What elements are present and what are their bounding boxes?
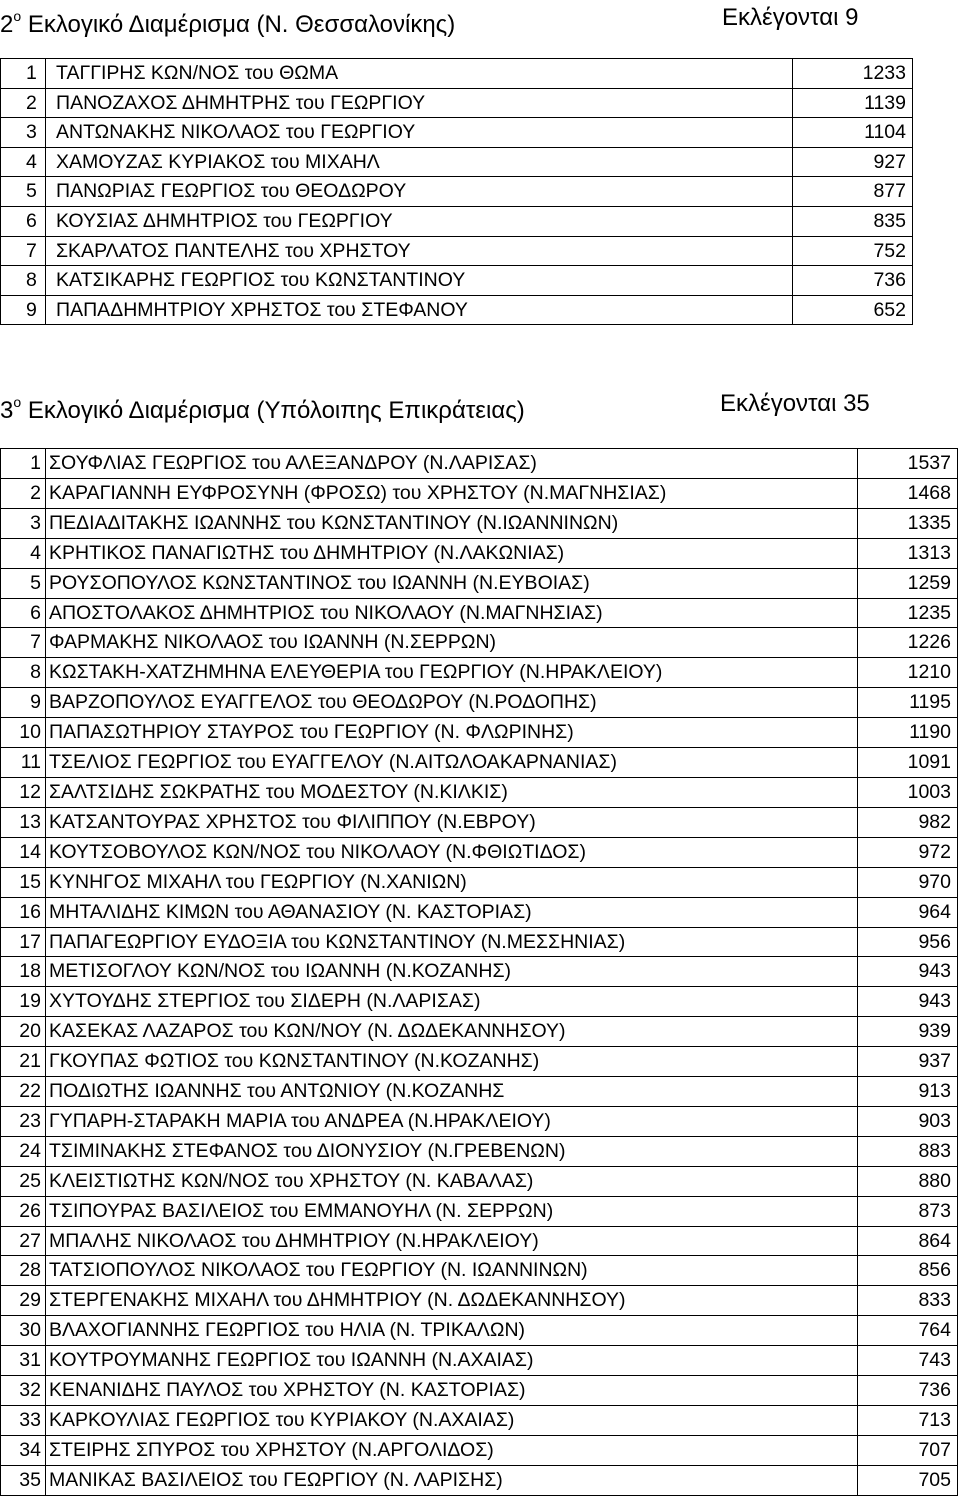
table-row <box>1 1316 958 1346</box>
votes-cell: 970 <box>858 867 958 897</box>
candidate-name-cell: ΠΑΠΑΓΕΩΡΓΙΟΥ ΕΥΔΟΞΙΑ του ΚΩΝΣΤΑΝΤΙΝΟΥ (Ν.ΜΕΣΣΗΝΙΑΣ) <box>46 927 858 957</box>
heading-number: 2 <box>0 11 14 38</box>
votes-cell: 1335 <box>858 508 958 538</box>
votes-cell: 652 <box>793 295 913 325</box>
votes-cell: 856 <box>858 1256 958 1286</box>
candidate-name-cell: ΑΠΟΣΤΟΛΑΚΟΣ ΔΗΜΗΤΡΙΟΣ του ΝΙΚΟΛΑΟΥ (Ν.ΜΑΓΝΗΣΙΑΣ) <box>46 598 858 628</box>
table-row <box>1 266 913 296</box>
votes-cell: 873 <box>858 1196 958 1226</box>
candidate-name-cell: ΠΑΝΟΖΑΧΟΣ ΔΗΜΗΤΡΗΣ του ΓΕΩΡΓΙΟΥ <box>46 88 793 118</box>
table-row <box>1 449 958 479</box>
votes-cell: 1537 <box>858 449 958 479</box>
rank-cell: 2 <box>1 478 46 508</box>
table-row <box>1 1226 958 1256</box>
table-row <box>1 147 913 177</box>
rank-cell: 28 <box>1 1256 46 1286</box>
votes-cell: 1226 <box>858 628 958 658</box>
rank-cell: 31 <box>1 1346 46 1376</box>
rank-cell: 2 <box>1 88 46 118</box>
heading-title: Εκλογικό Διαμέρισμα (Υπόλοιπης Επικράτειας) <box>21 397 525 424</box>
votes-cell: 864 <box>858 1226 958 1256</box>
candidate-name-cell: ΚΟΥΤΡΟΥΜΑΝΗΣ ΓΕΩΡΓΙΟΣ του ΙΩΑΝΝΗ (Ν.ΑΧΑΙΑΣ) <box>46 1346 858 1376</box>
table-row <box>1 927 958 957</box>
table-row <box>1 718 958 748</box>
candidate-name-cell: ΚΑΡΑΓΙΑΝΝΗ ΕΥΦΡΟΣΥΝΗ (ΦΡΟΣΩ) του ΧΡΗΣΤΟΥ (Ν.ΜΑΓΝΗΣΙΑΣ) <box>46 478 858 508</box>
table-row <box>1 206 913 236</box>
votes-cell: 743 <box>858 1346 958 1376</box>
table-row <box>1 1406 958 1436</box>
candidate-name-cell: ΤΑΓΓΙΡΗΣ ΚΩΝ/ΝΟΣ του ΘΩΜΑ <box>46 59 793 89</box>
rank-cell: 17 <box>1 927 46 957</box>
table-row <box>1 177 913 207</box>
candidate-name-cell: ΒΑΡΖΟΠΟΥΛΟΣ ΕΥΑΓΓΕΛΟΣ του ΘΕΟΔΩΡΟΥ (Ν.ΡΟΔΟΠΗΣ) <box>46 688 858 718</box>
table-row <box>1 1047 958 1077</box>
table-row <box>1 295 913 325</box>
candidate-name-cell: ΧΥΤΟΥΔΗΣ ΣΤΕΡΓΙΟΣ του ΣΙΔΕΡΗ (Ν.ΛΑΡΙΣΑΣ) <box>46 987 858 1017</box>
votes-cell: 1139 <box>793 88 913 118</box>
rank-cell: 10 <box>1 718 46 748</box>
votes-cell: 1313 <box>858 538 958 568</box>
candidate-name-cell: ΠΑΠΑΔΗΜΗΤΡΙΟΥ ΧΡΗΣΤΟΣ του ΣΤΕΦΑΝΟΥ <box>46 295 793 325</box>
candidate-name-cell: ΓΥΠΑΡΗ-ΣΤΑΡΑΚΗ ΜΑΡΙΑ του ΑΝΔΡΕΑ (Ν.ΗΡΑΚΛΕΙΟΥ) <box>46 1106 858 1136</box>
rank-cell: 25 <box>1 1166 46 1196</box>
table-row <box>1 987 958 1017</box>
rank-cell: 7 <box>1 628 46 658</box>
rank-cell: 9 <box>1 295 46 325</box>
votes-cell: 943 <box>858 987 958 1017</box>
candidate-name-cell: ΧΑΜΟΥΖΑΣ ΚΥΡΙΑΚΟΣ του ΜΙΧΑΗΛ <box>46 147 793 177</box>
votes-cell: 736 <box>858 1376 958 1406</box>
votes-cell: 877 <box>793 177 913 207</box>
table-row <box>1 1166 958 1196</box>
votes-cell: 1468 <box>858 478 958 508</box>
table-row <box>1 748 958 778</box>
rank-cell: 20 <box>1 1017 46 1047</box>
table-row <box>1 598 958 628</box>
candidate-name-cell: ΚΕΝΑΝΙΔΗΣ ΠΑΥΛΟΣ του ΧΡΗΣΤΟΥ (Ν. ΚΑΣΤΟΡΙΑΣ) <box>46 1376 858 1406</box>
rank-cell: 14 <box>1 837 46 867</box>
candidate-name-cell: ΒΛΑΧΟΓΙΑΝΝΗΣ ΓΕΩΡΓΙΟΣ του ΗΛΙΑ (Ν. ΤΡΙΚΑΛΩΝ) <box>46 1316 858 1346</box>
candidate-name-cell: ΚΟΥΣΙΑΣ ΔΗΜΗΤΡΙΟΣ του ΓΕΩΡΓΙΟΥ <box>46 206 793 236</box>
heading-number: 3 <box>0 397 14 424</box>
rank-cell: 13 <box>1 807 46 837</box>
votes-cell: 927 <box>793 147 913 177</box>
candidate-name-cell: ΚΑΣΕΚΑΣ ΛΑΖΑΡΟΣ του ΚΩΝ/ΝΟΥ (Ν. ΔΩΔΕΚΑΝΝΗΣΟΥ) <box>46 1017 858 1047</box>
rank-cell: 12 <box>1 777 46 807</box>
votes-cell: 880 <box>858 1166 958 1196</box>
votes-cell: 943 <box>858 957 958 987</box>
candidate-name-cell: ΣΟΥΦΛΙΑΣ ΓΕΩΡΓΙΟΣ του ΑΛΕΞΑΝΔΡΟΥ (Ν.ΛΑΡΙΣΑΣ) <box>46 449 858 479</box>
table-row <box>1 1017 958 1047</box>
votes-cell: 705 <box>858 1465 958 1495</box>
rank-cell: 9 <box>1 688 46 718</box>
votes-cell: 1235 <box>858 598 958 628</box>
rank-cell: 6 <box>1 598 46 628</box>
table-row <box>1 568 958 598</box>
votes-cell: 752 <box>793 236 913 266</box>
rank-cell: 3 <box>1 118 46 148</box>
rank-cell: 3 <box>1 508 46 538</box>
candidate-name-cell: ΚΑΤΣΙΚΑΡΗΣ ΓΕΩΡΓΙΟΣ του ΚΩΝΣΤΑΝΤΙΝΟΥ <box>46 266 793 296</box>
rank-cell: 5 <box>1 568 46 598</box>
table-row <box>1 236 913 266</box>
table-row <box>1 807 958 837</box>
candidate-name-cell: ΜΑΝΙΚΑΣ ΒΑΣΙΛΕΙΟΣ του ΓΕΩΡΓΙΟΥ (Ν. ΛΑΡΙΣΗΣ) <box>46 1465 858 1495</box>
votes-cell: 736 <box>793 266 913 296</box>
candidate-name-cell: ΚΛΕΙΣΤΙΩΤΗΣ ΚΩΝ/ΝΟΣ του ΧΡΗΣΤΟΥ (Ν. ΚΑΒΑΛΑΣ) <box>46 1166 858 1196</box>
rank-cell: 22 <box>1 1077 46 1107</box>
table-row <box>1 1465 958 1495</box>
table-row <box>1 1077 958 1107</box>
heading-ordinal-sup: ο <box>13 394 22 410</box>
rank-cell: 35 <box>1 1465 46 1495</box>
table-row <box>1 1136 958 1166</box>
candidate-name-cell: ΚΡΗΤΙΚΟΣ ΠΑΝΑΓΙΩΤΗΣ του ΔΗΜΗΤΡΙΟΥ (Ν.ΛΑΚΩΝΙΑΣ) <box>46 538 858 568</box>
table-row <box>1 658 958 688</box>
rank-cell: 34 <box>1 1435 46 1465</box>
rank-cell: 16 <box>1 897 46 927</box>
rank-cell: 6 <box>1 206 46 236</box>
rank-cell: 27 <box>1 1226 46 1256</box>
table-row <box>1 897 958 927</box>
table-row <box>1 1346 958 1376</box>
votes-cell: 903 <box>858 1106 958 1136</box>
candidate-name-cell: ΤΣΙΠΟΥΡΑΣ ΒΑΣΙΛΕΙΟΣ του ΕΜΜΑΝΟΥΗΛ (Ν. ΣΕΡΡΩΝ) <box>46 1196 858 1226</box>
votes-cell: 833 <box>858 1286 958 1316</box>
candidate-name-cell: ΣΑΛΤΣΙΔΗΣ ΣΩΚΡΑΤΗΣ του ΜΟΔΕΣΤΟΥ (Ν.ΚΙΛΚΙΣ) <box>46 777 858 807</box>
table-row <box>1 777 958 807</box>
votes-cell: 913 <box>858 1077 958 1107</box>
table-row <box>1 538 958 568</box>
votes-cell: 713 <box>858 1406 958 1436</box>
heading-title: Εκλογικό Διαμέρισμα (Ν. Θεσσαλονίκης) <box>21 11 456 38</box>
rank-cell: 18 <box>1 957 46 987</box>
rank-cell: 33 <box>1 1406 46 1436</box>
votes-cell: 1210 <box>858 658 958 688</box>
rank-cell: 32 <box>1 1376 46 1406</box>
table-row <box>1 508 958 538</box>
table-row <box>1 1435 958 1465</box>
votes-cell: 1003 <box>858 777 958 807</box>
candidate-name-cell: ΜΕΤΙΣΟΓΛΟΥ ΚΩΝ/ΝΟΣ του ΙΩΑΝΝΗ (Ν.ΚΟΖΑΝΗΣ) <box>46 957 858 987</box>
candidate-name-cell: ΤΣΙΜΙΝΑΚΗΣ ΣΤΕΦΑΝΟΣ του ΔΙΟΝΥΣΙΟΥ (Ν.ΓΡΕΒΕΝΩΝ) <box>46 1136 858 1166</box>
table-row <box>1 837 958 867</box>
votes-cell: 707 <box>858 1435 958 1465</box>
candidate-name-cell: ΑΝΤΩΝΑΚΗΣ ΝΙΚΟΛΑΟΣ του ΓΕΩΡΓΙΟΥ <box>46 118 793 148</box>
rank-cell: 1 <box>1 449 46 479</box>
candidates-table-thessaloniki <box>0 58 913 325</box>
section-heading-3rd-district <box>0 386 870 424</box>
candidate-name-cell: ΣΤΕΡΓΕΝΑΚΗΣ ΜΙΧΑΗΛ του ΔΗΜΗΤΡΙΟΥ (Ν. ΔΩΔΕΚΑΝΝΗΣΟΥ) <box>46 1286 858 1316</box>
votes-cell: 939 <box>858 1017 958 1047</box>
rank-cell: 19 <box>1 987 46 1017</box>
elected-count: Εκλέγονται 9 <box>722 4 859 31</box>
votes-cell: 1190 <box>858 718 958 748</box>
rank-cell: 4 <box>1 538 46 568</box>
table-row <box>1 1256 958 1286</box>
rank-cell: 26 <box>1 1196 46 1226</box>
heading-ordinal-sup: ο <box>13 8 22 24</box>
votes-cell: 964 <box>858 897 958 927</box>
candidate-name-cell: ΚΑΡΚΟΥΛΙΑΣ ΓΕΩΡΓΙΟΣ του ΚΥΡΙΑΚΟΥ (Ν.ΑΧΑΙΑΣ) <box>46 1406 858 1436</box>
candidate-name-cell: ΚΩΣΤΑΚΗ-ΧΑΤΖΗΜΗΝΑ ΕΛΕΥΘΕΡΙΑ του ΓΕΩΡΓΙΟΥ (Ν.ΗΡΑΚΛΕΙΟΥ) <box>46 658 858 688</box>
candidate-name-cell: ΡΟΥΣΟΠΟΥΛΟΣ ΚΩΝΣΤΑΝΤΙΝΟΣ του ΙΩΑΝΝΗ (Ν.ΕΥΒΟΙΑΣ) <box>46 568 858 598</box>
votes-cell: 1091 <box>858 748 958 778</box>
rank-cell: 1 <box>1 59 46 89</box>
rank-cell: 30 <box>1 1316 46 1346</box>
elected-count: Εκλέγονται 35 <box>720 390 870 417</box>
rank-cell: 29 <box>1 1286 46 1316</box>
table-row <box>1 118 913 148</box>
table-row <box>1 1376 958 1406</box>
rank-cell: 8 <box>1 266 46 296</box>
candidate-name-cell: ΠΕΔΙΑΔΙΤΑΚΗΣ ΙΩΑΝΝΗΣ του ΚΩΝΣΤΑΝΤΙΝΟΥ (Ν.ΙΩΑΝΝΙΝΩΝ) <box>46 508 858 538</box>
votes-cell: 1104 <box>793 118 913 148</box>
candidate-name-cell: ΓΚΟΥΠΑΣ ΦΩΤΙΟΣ του ΚΩΝΣΤΑΝΤΙΝΟΥ (Ν.ΚΟΖΑΝΗΣ) <box>46 1047 858 1077</box>
candidate-name-cell: ΚΥΝΗΓΟΣ ΜΙΧΑΗΛ του ΓΕΩΡΓΙΟΥ (Ν.ΧΑΝΙΩΝ) <box>46 867 858 897</box>
rank-cell: 5 <box>1 177 46 207</box>
table-row <box>1 957 958 987</box>
candidates-table-rest-of-country <box>0 448 958 1496</box>
table-row <box>1 59 913 89</box>
candidate-name-cell: ΠΑΠΑΣΩΤΗΡΙΟΥ ΣΤΑΥΡΟΣ του ΓΕΩΡΓΙΟΥ (Ν. ΦΛΩΡΙΝΗΣ) <box>46 718 858 748</box>
rank-cell: 8 <box>1 658 46 688</box>
table-row <box>1 88 913 118</box>
candidate-name-cell: ΤΑΤΣΙΟΠΟΥΛΟΣ ΝΙΚΟΛΑΟΣ του ΓΕΩΡΓΙΟΥ (Ν. ΙΩΑΝΝΙΝΩΝ) <box>46 1256 858 1286</box>
rank-cell: 21 <box>1 1047 46 1077</box>
table-row <box>1 688 958 718</box>
table-row <box>1 1196 958 1226</box>
votes-cell: 982 <box>858 807 958 837</box>
votes-cell: 972 <box>858 837 958 867</box>
votes-cell: 835 <box>793 206 913 236</box>
table-row <box>1 628 958 658</box>
votes-cell: 1195 <box>858 688 958 718</box>
candidate-name-cell: ΜΠΑΛΗΣ ΝΙΚΟΛΑΟΣ του ΔΗΜΗΤΡΙΟΥ (Ν.ΗΡΑΚΛΕΙΟΥ) <box>46 1226 858 1256</box>
rank-cell: 11 <box>1 748 46 778</box>
table-row <box>1 1286 958 1316</box>
candidate-name-cell: ΜΗΤΑΛΙΔΗΣ ΚΙΜΩΝ του ΑΘΑΝΑΣΙΟΥ (Ν. ΚΑΣΤΟΡΙΑΣ) <box>46 897 858 927</box>
votes-cell: 883 <box>858 1136 958 1166</box>
table-row <box>1 478 958 508</box>
candidate-name-cell: ΠΟΔΙΩΤΗΣ ΙΩΑΝΝΗΣ του ΑΝΤΩΝΙΟΥ (Ν.ΚΟΖΑΝΗΣ <box>46 1077 858 1107</box>
rank-cell: 7 <box>1 236 46 266</box>
votes-cell: 937 <box>858 1047 958 1077</box>
candidate-name-cell: ΤΣΕΛΙΟΣ ΓΕΩΡΓΙΟΣ του ΕΥΑΓΓΕΛΟΥ (Ν.ΑΙΤΩΛΟΑΚΑΡΝΑΝΙΑΣ) <box>46 748 858 778</box>
section-heading-2nd-district <box>0 0 859 38</box>
candidate-name-cell: ΣΤΕΙΡΗΣ ΣΠΥΡΟΣ του ΧΡΗΣΤΟΥ (Ν.ΑΡΓΟΛΙΔΟΣ) <box>46 1435 858 1465</box>
votes-cell: 1259 <box>858 568 958 598</box>
candidate-name-cell: ΦΑΡΜΑΚΗΣ ΝΙΚΟΛΑΟΣ του ΙΩΑΝΝΗ (Ν.ΣΕΡΡΩΝ) <box>46 628 858 658</box>
votes-cell: 956 <box>858 927 958 957</box>
table-row <box>1 1106 958 1136</box>
candidate-name-cell: ΠΑΝΩΡΙΑΣ ΓΕΩΡΓΙΟΣ του ΘΕΟΔΩΡΟΥ <box>46 177 793 207</box>
rank-cell: 15 <box>1 867 46 897</box>
rank-cell: 24 <box>1 1136 46 1166</box>
votes-cell: 1233 <box>793 59 913 89</box>
table-row <box>1 867 958 897</box>
candidate-name-cell: ΚΑΤΣΑΝΤΟΥΡΑΣ ΧΡΗΣΤΟΣ του ΦΙΛΙΠΠΟΥ (Ν.ΕΒΡΟΥ) <box>46 807 858 837</box>
votes-cell: 764 <box>858 1316 958 1346</box>
candidate-name-cell: ΣΚΑΡΛΑΤΟΣ ΠΑΝΤΕΛΗΣ του ΧΡΗΣΤΟΥ <box>46 236 793 266</box>
rank-cell: 23 <box>1 1106 46 1136</box>
rank-cell: 4 <box>1 147 46 177</box>
candidate-name-cell: ΚΟΥΤΣΟΒΟΥΛΟΣ ΚΩΝ/ΝΟΣ του ΝΙΚΟΛΑΟΥ (Ν.ΦΘΙΩΤΙΔΟΣ) <box>46 837 858 867</box>
